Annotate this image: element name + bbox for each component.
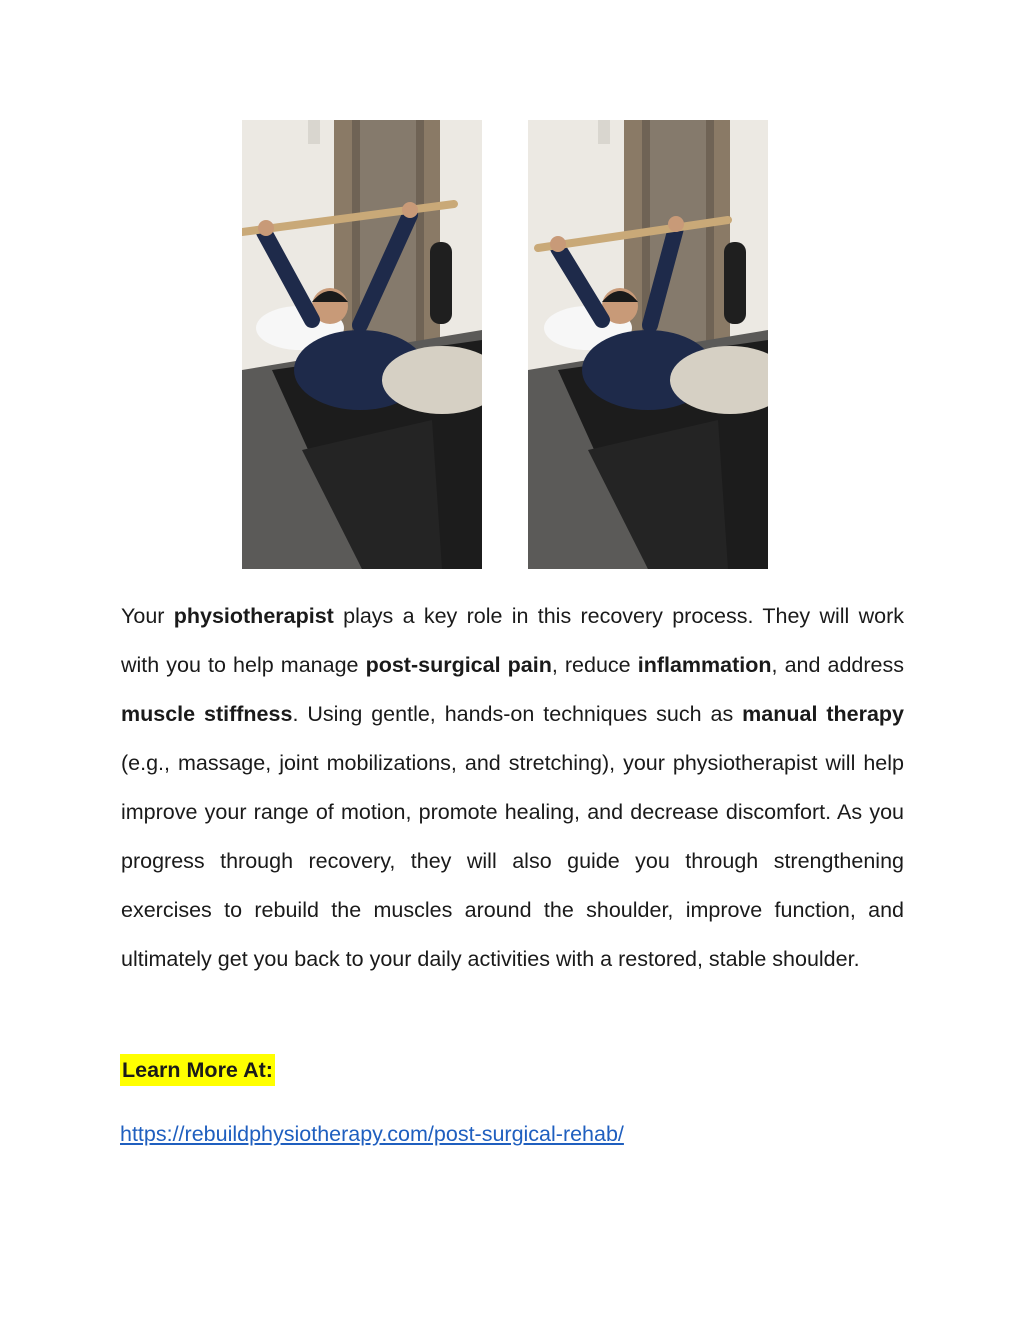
text-segment: , and address [771, 653, 905, 677]
rehab-link[interactable]: https://rebuildphysiotherapy.com/post-surgical-rehab/ [120, 1122, 624, 1146]
body-paragraph [121, 592, 904, 984]
text-segment: . Using gentle, hands-on techniques such as [292, 702, 743, 726]
bold-term-manual-therapy: manual therapy [742, 702, 904, 726]
text-segment: , reduce [551, 653, 638, 677]
bold-term-inflammation: inflammation [637, 653, 772, 677]
exercise-photos [242, 120, 768, 569]
learn-more-heading: Learn More At: [120, 1054, 275, 1086]
photo-exercise-start [242, 120, 482, 569]
bold-term-physiotherapist: physiotherapist [173, 604, 334, 628]
bold-term-post-surgical-pain: post-surgical pain [365, 653, 552, 677]
bold-term-muscle-stiffness: muscle stiffness [121, 702, 293, 726]
text-segment: (e.g., massage, joint mobilizations, and stretching), your physiotherapist will help improve your range of motion, promote healing, and decrease discomfort. As you progress through recovery, they will also guide you through strengthening exercises to rebuild the muscles around the shoulder, improve function, and ultimately get you back to your daily activities with a restored, stable shoulder. [121, 751, 904, 971]
text-segment: plays a key role in this recovery process. They will work with you to help manage [121, 604, 904, 677]
photo-exercise-end [528, 120, 768, 569]
text-segment: Your [121, 604, 174, 628]
